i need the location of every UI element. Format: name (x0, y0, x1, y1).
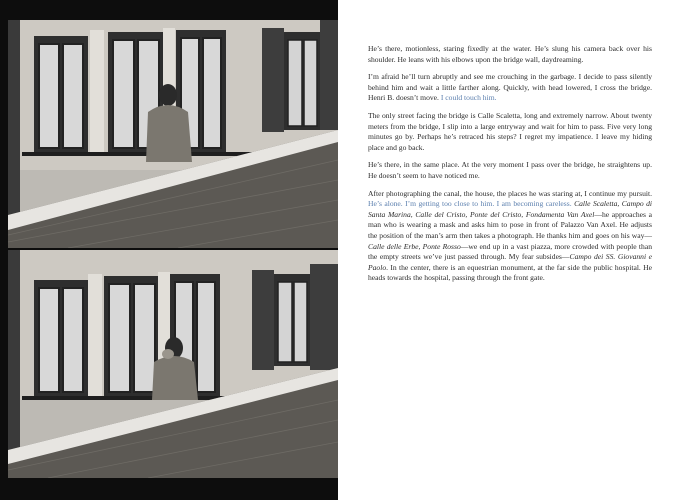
paragraph-5: After photographing the canal, the house, the places he was staring at, I continue my pursuit. He’s alone. I’m getting too close to him. I am becoming careless. Calle Scaletta, Campo di Santa Marina, Calle del Cristo, Ponte del Cristo, Fondamenta Van Axel—he approaches a man who is wearing a mask and asks him to pose in front of Palazzo Van Axel. He adjusts the position of the man’s arm then takes a photograph. He thanks him and goes on his way—Calle delle Erbe, Ponte Rosso—we end up in a vast piazza, more crowded with people than the empty streets we’ve just passed through. My fear subsides—Campo dei SS. Giovanni e Paolo. In the center, there is an equestrian monument, at the far side the public hospital. He heads towards the hospital, passing through the front gate. (368, 188, 653, 283)
photo-bottom (8, 250, 338, 478)
street-names: Campo dei SS. Giovanni e Paolo (368, 252, 653, 272)
body-text (368, 44, 652, 291)
street-names: Calle delle Erbe, Ponte Rosso (368, 241, 461, 251)
blue-text: I could touch him. (440, 93, 497, 103)
photo-top (8, 20, 338, 248)
blue-text: He’s alone. I’m getting too close to him. I am becoming careless. (368, 199, 572, 209)
street-names: Calle Scaletta, Campo di Santa Marina, Calle del Cristo, Ponte del Cristo, Fondamenta Van Axel (368, 199, 652, 219)
paragraph-4: He’s there, in the same place. At the very moment I pass over the bridge, he straightens up. He doesn’t seem to have noticed me. (368, 160, 652, 180)
paragraph-3: The only street facing the bridge is Calle Scaletta, long and extremely narrow. About twenty meters from the bridge, I slip into a large entryway and wait for him to pass. Five very long minutes go by. Perhaps he’s retraced his steps? I regret my impatience. I leave my hiding place and go back. (368, 110, 652, 152)
paragraph-2: I’m afraid he’ll turn abruptly and see me crouching in the garbage. I decide to pass silently behind him and wait a little farther along. Quickly, with head lowered, I cross the bridge. Henri B. doesn’t move. I could touch him. (368, 72, 652, 103)
paragraph-1: He’s there, motionless, staring fixedly at the water. He’s slung his camera back over his shoulder. He leans with his elbows upon the bridge wall, daydreaming. (368, 44, 652, 64)
photo-page (0, 0, 338, 500)
text-page (338, 0, 677, 500)
